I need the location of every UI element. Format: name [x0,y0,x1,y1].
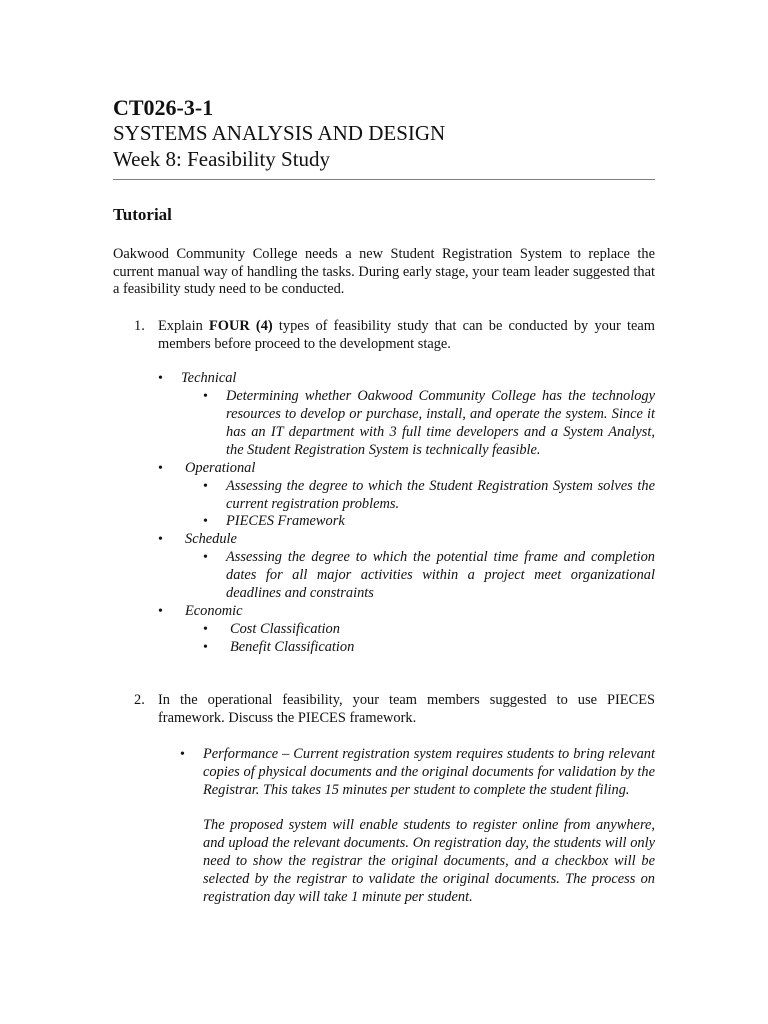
bullet: • [158,461,163,476]
header-divider [113,179,655,180]
question-2-text: In the operational feasibility, your team members suggested to use PIECES framework. Discuss the PIECES framework. [158,692,655,726]
question-1-text [158,318,655,353]
sub-bullet: • [203,622,208,637]
question-2-number: 2. [134,692,145,708]
course-code: CT026-3-1 [113,95,214,120]
question-1-number: 1. [134,318,145,334]
section-title: Tutorial [113,205,172,224]
bullet: • [158,604,163,619]
schedule-point-1: Assessing the degree to which the potential time frame and completion dates for all major activities within a project meet organizational deadlines and constraints [226,549,655,601]
intro-paragraph: Oakwood Community College needs a new Student Registration System to replace the current manual way of handling the tasks. During early stage, your team leader suggested that a feasibility study need to be conducted. [113,246,655,298]
feasibility-type-operational: Operational [185,460,256,476]
sub-bullet: • [203,550,208,565]
sub-bullet: • [203,389,208,404]
course-name: SYSTEMS ANALYSIS AND DESIGN [113,121,446,145]
bullet: • [158,532,163,547]
bullet: • [158,371,163,386]
feasibility-type-schedule: Schedule [185,531,237,547]
technical-point-1: Determining whether Oakwood Community College has the technology resources to develop or purchase, install, and operate the system. Since it has an IT department with 3 full time developers and a System Analyst, the Student Registration System is technically feasible. [226,388,655,458]
operational-point-2: PIECES Framework [226,513,345,529]
operational-point-1: Assessing the degree to which the Student Registration System solves the current registration problems. [226,478,655,512]
economic-point-2: Benefit Classification [230,639,355,655]
pieces-performance-current: Performance – Current registration system requires students to bring relevant copies of physical documents and the original documents for validation by the Registrar. This takes 15 minutes per student to complete the student filing. [203,746,655,798]
economic-point-1: Cost Classification [230,621,340,637]
pieces-performance-proposed: The proposed system will enable students to register online from anywhere, and upload the relevant documents. On registration day, the students will only need to show the registrar the original documents, and a checkbox will be selected by the registrar to validate the original documents. The process on registration day will take 1 minute per student. [203,817,655,905]
week-title: Week 8: Feasibility Study [113,147,331,171]
question-1-text-after: types of feasibility study that can be conducted by your team members before proceed to the development stage. [158,318,655,352]
sub-bullet: • [203,514,208,529]
feasibility-type-economic: Economic [185,603,243,619]
question-1-text-before: Explain [158,318,209,334]
sub-bullet: • [180,747,185,762]
question-1-emphasis: FOUR (4) [208,318,273,334]
feasibility-type-technical: Technical [181,370,237,386]
sub-bullet: • [203,640,208,655]
sub-bullet: • [203,479,208,494]
